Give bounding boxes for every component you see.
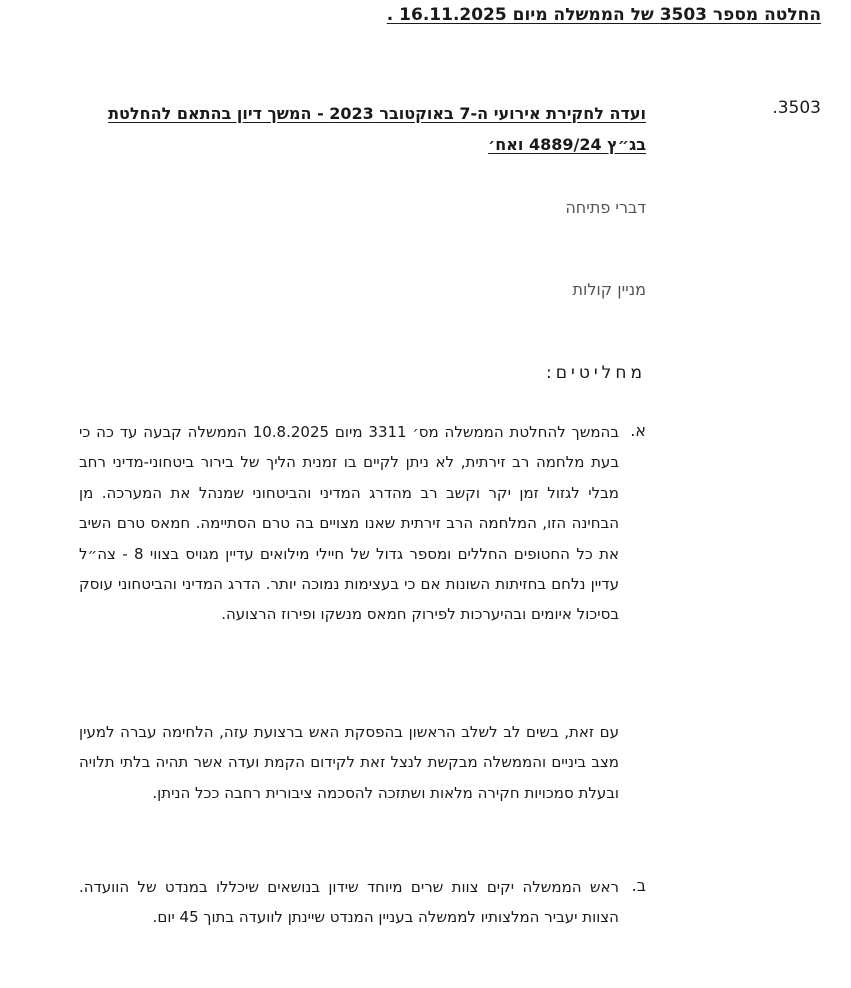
document-header: החלטה מספר 3503 של הממשלה מיום 16.11.2025 . <box>386 5 821 25</box>
decision-title: ועדה לחקירת אירועי ה-7 באוקטובר 2023 - המשך דיון בהתאם להחלטת בג״ץ 4889/24 ואח׳ <box>108 104 646 154</box>
decisions-heading: מחליטים: <box>546 363 646 383</box>
vote-count-label: מניין קולות <box>572 280 646 299</box>
decision-number: 3503. <box>772 98 821 118</box>
opening-remarks-label: דברי פתיחה <box>565 198 646 217</box>
item-b-letter: ב. <box>631 876 646 895</box>
item-a-paragraph-1: בהמשך להחלטת הממשלה מס׳ 3311 מיום 10.8.2025 הממשלה קבעה עד כה כי בעת מלחמה רב זירתית, לא ניתן לקיים בו זמנית הליך של בירור ביטחוני-מדיני רחב מבלי לגזול זמן יקר וקשב רב מהדרג המדיני והביטחוני שמנהל את המערכה. מן הבחינה הזו, המלחמה הרב זירתית שאנו מצויים בה טרם הסתיימה. חמאס טרם השיב את כל החטופים החללים ומספר גדול של חיילי מילואים עדיין מגויס בצווי 8 - צה״ל עדיין נלחם בחזיתות השונות אם כי בעצימות נמוכה יותר. הדרג המדיני והביטחוני עוסק בסיכול איומים ובהיערכות לפירוק חמאס מנשקו ופירוז הרצועה. <box>79 423 620 624</box>
item-a-letter: א. <box>630 421 646 440</box>
item-a-paragraph-2: עם זאת, בשים לב לשלב הראשון בהפסקת האש ברצועת עזה, הלחימה עברה למעין מצב ביניים והממשלה מבקשת לנצל זאת לקידום הקמת ועדה אשר תהיה בלתי תלויה ובעלת סמכויות חקירה מלאות ושתזכה להסכמה ציבורית רחבה ככל הניתן. <box>79 723 619 802</box>
item-b-paragraph-1: ראש הממשלה יקים צוות שרים מיוחד שידון בנושאים שיכללו במנדט של הוועדה. הצוות יעביר המלצותיו לממשלה בעניין המנדט שיינתן לוועדה בתוך 45 יום. <box>79 878 619 927</box>
